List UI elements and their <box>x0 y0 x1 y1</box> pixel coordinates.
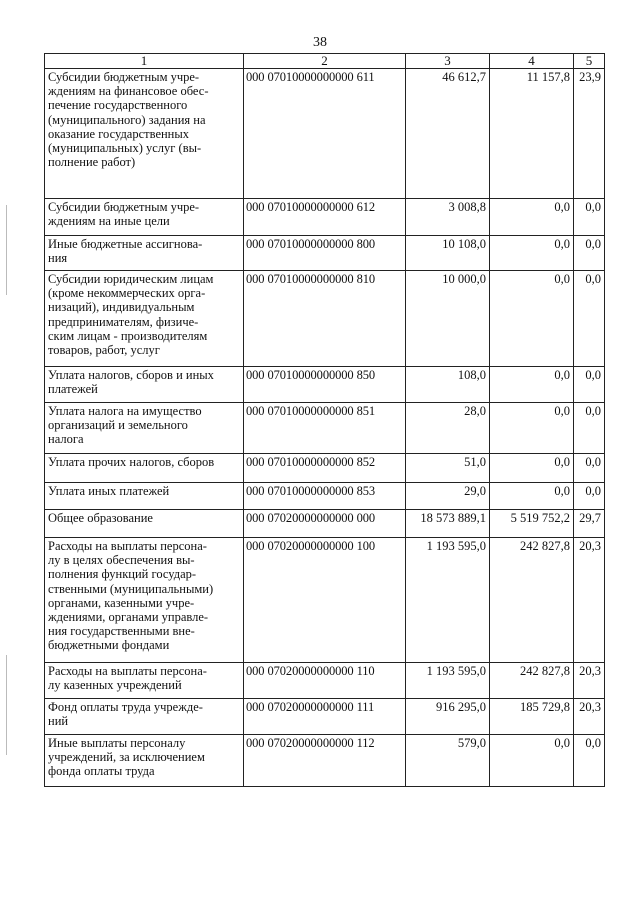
row-code-cell: 000 07010000000000 612 <box>244 199 406 236</box>
row-code-cell: 000 07020000000000 110 <box>244 663 406 699</box>
row-name-cell: Уплата налогов, сборов и иных платежей <box>45 367 244 403</box>
row-code-cell: 000 07010000000000 611 <box>244 69 406 199</box>
row-code-cell: 000 07020000000000 112 <box>244 735 406 787</box>
row-actual-cell: 0,0 <box>490 454 574 483</box>
row-actual-cell: 242 827,8 <box>490 663 574 699</box>
row-code-cell: 000 07020000000000 100 <box>244 538 406 663</box>
row-name-cell: Уплата иных платежей <box>45 483 244 510</box>
row-name-cell: Иные выплаты персоналу учреждений, за исключением фонда оплаты труда <box>45 735 244 787</box>
header-col-4: 4 <box>490 54 574 69</box>
row-percent-cell: 0,0 <box>574 199 605 236</box>
page-number: 38 <box>313 35 327 50</box>
scan-margin-mark-top <box>6 205 7 295</box>
row-percent-cell: 20,3 <box>574 699 605 735</box>
header-col-1: 1 <box>45 54 244 69</box>
row-name-cell: Фонд оплаты труда учрежде- ний <box>45 699 244 735</box>
row-plan-cell: 1 193 595,0 <box>406 538 490 663</box>
row-plan-cell: 28,0 <box>406 403 490 454</box>
table-row <box>45 69 605 199</box>
row-actual-cell: 0,0 <box>490 367 574 403</box>
row-name-cell: Расходы на выплаты персона- лу в целях обеспечения вы- полнения функций государ- ственными (муниципальными) органами, казенными учре- ждениями, органами управле- ния государственными вне- бюджетными фондами <box>45 538 244 663</box>
table-row <box>45 236 605 271</box>
row-name-cell: Уплата налога на имущество организаций и земельного налога <box>45 403 244 454</box>
row-name-cell: Субсидии бюджетным учре- ждениям на финансовое обес- печение государственного (муниципального) задания на оказание государственных (муниципальных) услуг (вы- полнение работ) <box>45 69 244 199</box>
row-percent-cell: 29,7 <box>574 510 605 538</box>
table-row <box>45 663 605 699</box>
row-code-cell: 000 07010000000000 852 <box>244 454 406 483</box>
row-name-cell: Субсидии юридическим лицам (кроме некоммерческих орга- низаций), индивидуальным предпринимателям, физиче- ским лицам - производителям товаров, работ, услуг <box>45 271 244 367</box>
table-row <box>45 403 605 454</box>
row-percent-cell: 0,0 <box>574 454 605 483</box>
row-percent-cell: 0,0 <box>574 735 605 787</box>
row-percent-cell: 0,0 <box>574 367 605 403</box>
row-code-cell: 000 07010000000000 850 <box>244 367 406 403</box>
row-actual-cell: 0,0 <box>490 271 574 367</box>
header-col-5: 5 <box>574 54 605 69</box>
row-code-cell: 000 07010000000000 851 <box>244 403 406 454</box>
row-actual-cell: 185 729,8 <box>490 699 574 735</box>
row-plan-cell: 18 573 889,1 <box>406 510 490 538</box>
row-code-cell: 000 07010000000000 810 <box>244 271 406 367</box>
row-percent-cell: 0,0 <box>574 271 605 367</box>
row-name-cell: Расходы на выплаты персона- лу казенных учреждений <box>45 663 244 699</box>
scan-margin-mark-bottom <box>6 655 7 755</box>
row-name-cell: Общее образование <box>45 510 244 538</box>
row-actual-cell: 0,0 <box>490 403 574 454</box>
row-name-cell: Иные бюджетные ассигнова- ния <box>45 236 244 271</box>
row-plan-cell: 108,0 <box>406 367 490 403</box>
row-actual-cell: 242 827,8 <box>490 538 574 663</box>
row-actual-cell: 0,0 <box>490 236 574 271</box>
table-row <box>45 538 605 663</box>
row-percent-cell: 20,3 <box>574 538 605 663</box>
row-actual-cell: 11 157,8 <box>490 69 574 199</box>
header-col-2: 2 <box>244 54 406 69</box>
row-plan-cell: 916 295,0 <box>406 699 490 735</box>
row-actual-cell: 5 519 752,2 <box>490 510 574 538</box>
row-percent-cell: 0,0 <box>574 483 605 510</box>
row-percent-cell: 0,0 <box>574 236 605 271</box>
row-code-cell: 000 07010000000000 853 <box>244 483 406 510</box>
row-plan-cell: 579,0 <box>406 735 490 787</box>
row-plan-cell: 10 000,0 <box>406 271 490 367</box>
table-row <box>45 510 605 538</box>
table-row <box>45 199 605 236</box>
table-row <box>45 735 605 787</box>
row-actual-cell: 0,0 <box>490 199 574 236</box>
row-percent-cell: 23,9 <box>574 69 605 199</box>
row-plan-cell: 46 612,7 <box>406 69 490 199</box>
row-name-cell: Уплата прочих налогов, сборов <box>45 454 244 483</box>
table-row <box>45 271 605 367</box>
row-plan-cell: 3 008,8 <box>406 199 490 236</box>
table-row <box>45 483 605 510</box>
row-code-cell: 000 07010000000000 800 <box>244 236 406 271</box>
header-row <box>45 54 605 69</box>
budget-table <box>44 53 605 787</box>
row-percent-cell: 0,0 <box>574 403 605 454</box>
row-actual-cell: 0,0 <box>490 483 574 510</box>
row-percent-cell: 20,3 <box>574 663 605 699</box>
row-plan-cell: 1 193 595,0 <box>406 663 490 699</box>
table-row <box>45 367 605 403</box>
row-code-cell: 000 07020000000000 000 <box>244 510 406 538</box>
row-name-cell: Субсидии бюджетным учре- ждениям на иные цели <box>45 199 244 236</box>
table-row <box>45 699 605 735</box>
header-col-3: 3 <box>406 54 490 69</box>
row-plan-cell: 29,0 <box>406 483 490 510</box>
row-actual-cell: 0,0 <box>490 735 574 787</box>
row-plan-cell: 10 108,0 <box>406 236 490 271</box>
row-plan-cell: 51,0 <box>406 454 490 483</box>
table-row <box>45 454 605 483</box>
row-code-cell: 000 07020000000000 111 <box>244 699 406 735</box>
